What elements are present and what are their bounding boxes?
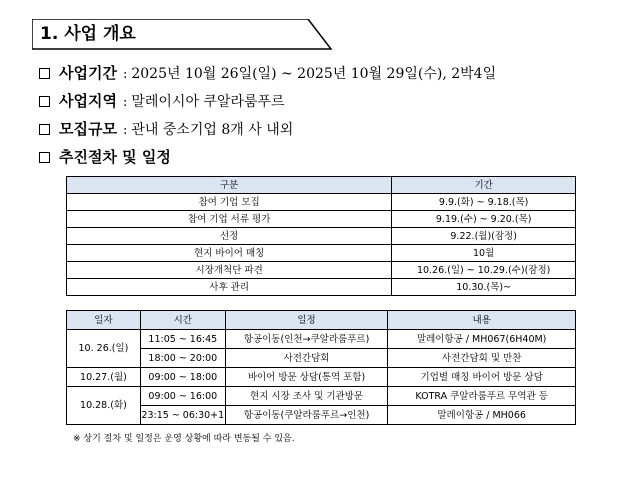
table-row: [67, 349, 576, 368]
table-row: [67, 330, 576, 349]
checkbox-square-icon: [39, 124, 50, 135]
bullet-period: [39, 62, 496, 84]
event-cell: 항공이동(쿠알라룸푸르→인천): [225, 406, 388, 425]
bullet-separator: :: [122, 67, 128, 82]
detail-cell: 말레이항공 / MH067(6H40M): [388, 330, 576, 349]
table-header-row: [67, 311, 576, 330]
table-row: [67, 279, 576, 296]
bullet-procedure: [39, 146, 171, 168]
checkbox-square-icon: [39, 96, 50, 107]
table-cell: 10월: [392, 245, 576, 262]
date-cell: 10.28.(화): [67, 387, 141, 425]
bullet-value: 2025년 10월 26일(일) ~ 2025년 10월 29일(수), 2박4일: [131, 66, 497, 82]
table-cell: 사후 관리: [67, 279, 392, 296]
table-row: [67, 387, 576, 406]
column-header: 내용: [388, 311, 576, 330]
section-title-box: [32, 19, 332, 50]
event-cell: 항공이동(인천→쿠알라룸푸르): [225, 330, 388, 349]
time-cell: 18:00 ~ 20:00: [140, 349, 225, 368]
table-row: [67, 368, 576, 387]
table-row: [67, 228, 576, 245]
bullet-region: [39, 90, 285, 112]
table-header-row: [67, 177, 576, 194]
column-header: 시간: [140, 311, 225, 330]
event-cell: 현지 시장 조사 및 기관방문: [225, 387, 388, 406]
table-row: [67, 262, 576, 279]
table-cell: 참여 기업 모집: [67, 194, 392, 211]
table-cell: 참여 기업 서류 평가: [67, 211, 392, 228]
bullet-value: 말레이시아 쿠알라룸푸르: [131, 94, 285, 110]
column-header: 구분: [67, 177, 392, 194]
date-cell: 10.27.(월): [67, 368, 141, 387]
time-cell: 23:15 ~ 06:30+1: [140, 406, 225, 425]
schedule-table: [66, 310, 576, 425]
bullet-label: 사업지역: [59, 92, 117, 110]
table-cell: 9.22.(월)(잠정): [392, 228, 576, 245]
bullet-label: 사업기간: [59, 64, 117, 82]
event-cell: 바이어 방문 상담(통역 포함): [225, 368, 388, 387]
table-cell: 9.9.(화) ~ 9.18.(목): [392, 194, 576, 211]
table-row: [67, 211, 576, 228]
footnote: ※ 상기 절차 및 일정은 운영 상황에 따라 변동될 수 있음.: [73, 434, 295, 444]
table-row: [67, 194, 576, 211]
time-cell: 11:05 ~ 16:45: [140, 330, 225, 349]
bullet-label: 추진절차 및 일정: [59, 148, 171, 166]
bullet-value: 관내 중소기업 8개 사 내외: [131, 122, 294, 138]
column-header: 기간: [392, 177, 576, 194]
table-cell: 9.19.(수) ~ 9.20.(목): [392, 211, 576, 228]
detail-cell: 말레이항공 / MH066: [388, 406, 576, 425]
table-cell: 현지 바이어 매칭: [67, 245, 392, 262]
procedure-table: [66, 176, 576, 296]
detail-cell: KOTRA 쿠알라룸푸르 무역관 등: [388, 387, 576, 406]
table-cell: 시장개척단 파견: [67, 262, 392, 279]
checkbox-square-icon: [39, 68, 50, 79]
column-header: 일자: [67, 311, 141, 330]
table-row: [67, 406, 576, 425]
table-cell: 10.26.(일) ~ 10.29.(수)(잠정): [392, 262, 576, 279]
checkbox-square-icon: [39, 152, 50, 163]
table-row: [67, 245, 576, 262]
bullet-label: 모집규모: [59, 120, 117, 138]
bullet-separator: :: [122, 95, 128, 110]
time-cell: 09:00 ~ 18:00: [140, 368, 225, 387]
column-header: 일정: [225, 311, 388, 330]
time-cell: 09:00 ~ 16:00: [140, 387, 225, 406]
table-cell: 10.30.(목)~: [392, 279, 576, 296]
detail-cell: 사전간담회 및 만찬: [388, 349, 576, 368]
detail-cell: 기업별 매칭 바이어 방문 상담: [388, 368, 576, 387]
section-title: 1. 사업 개요: [40, 24, 136, 44]
date-cell: 10. 26.(일): [67, 330, 141, 368]
bullet-scale: [39, 118, 293, 140]
table-cell: 선정: [67, 228, 392, 245]
event-cell: 사전간담회: [225, 349, 388, 368]
bullet-separator: :: [122, 123, 128, 138]
